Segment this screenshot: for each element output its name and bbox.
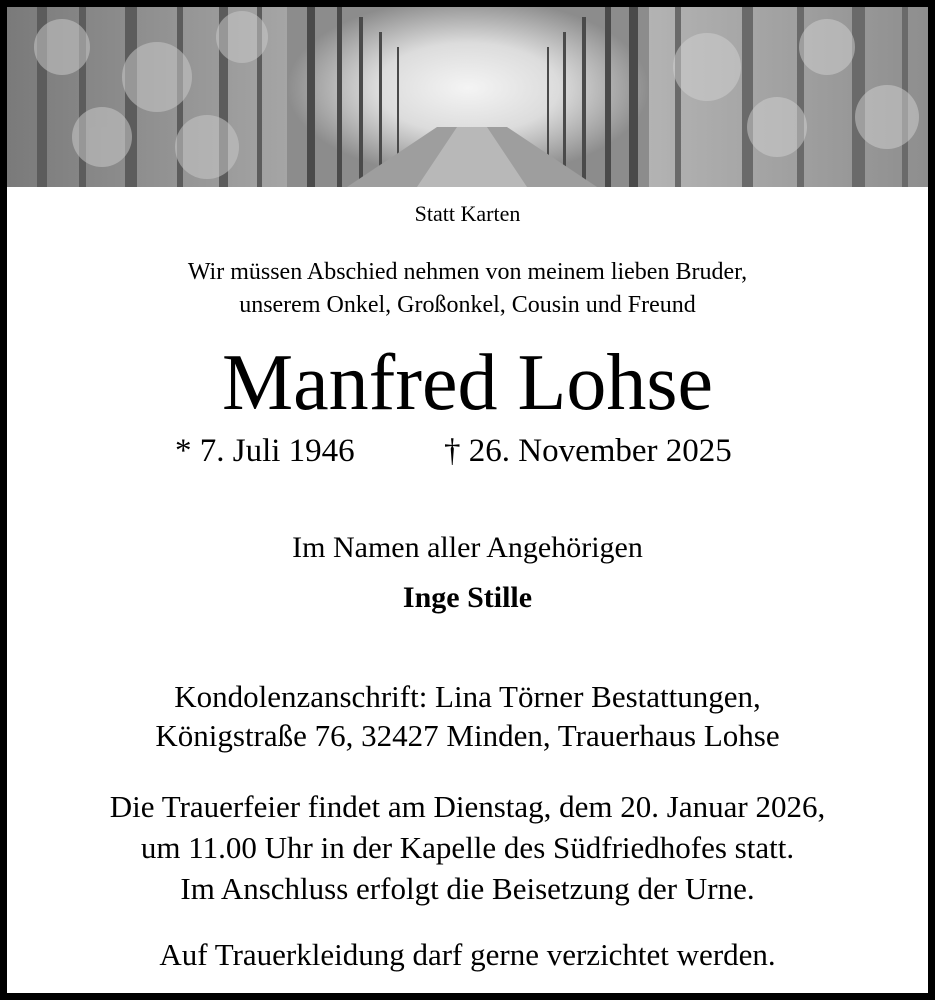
- life-dates: [7, 435, 928, 475]
- condolence-address-line-2: Königstraße 76, 32427 Minden, Trauerhaus Lohse: [155, 718, 780, 753]
- on-behalf-text: Im Namen aller Angehörigen: [292, 531, 643, 564]
- signer-name: Inge Stille: [402, 581, 533, 614]
- closing-note: Auf Trauerkleidung darf gerne verzichtet werden.: [159, 937, 776, 972]
- forest-path-photo: [7, 7, 928, 187]
- deceased-name: Manfred Lohse: [222, 339, 713, 427]
- preface-text: Statt Karten: [414, 201, 521, 226]
- intro-line-2: unserem Onkel, Großonkel, Cousin und Freund: [239, 292, 696, 318]
- birth-date: * 7. Juli 1946: [175, 433, 355, 469]
- condolence-address-line-1: Kondolenzanschrift: Lina Törner Bestattungen,: [174, 679, 761, 714]
- death-date: † 26. November 2025: [444, 433, 732, 469]
- funeral-info-line-2: um 11.00 Uhr in der Kapelle des Südfriedhofes statt.: [140, 830, 795, 865]
- funeral-info-line-3: Im Anschluss erfolgt die Beisetzung der Urne.: [180, 871, 755, 906]
- funeral-info-line-1: Die Trauerfeier findet am Dienstag, dem 20. Januar 2026,: [109, 789, 826, 824]
- intro-line-1: Wir müssen Abschied nehmen von meinem lieben Bruder,: [187, 259, 748, 285]
